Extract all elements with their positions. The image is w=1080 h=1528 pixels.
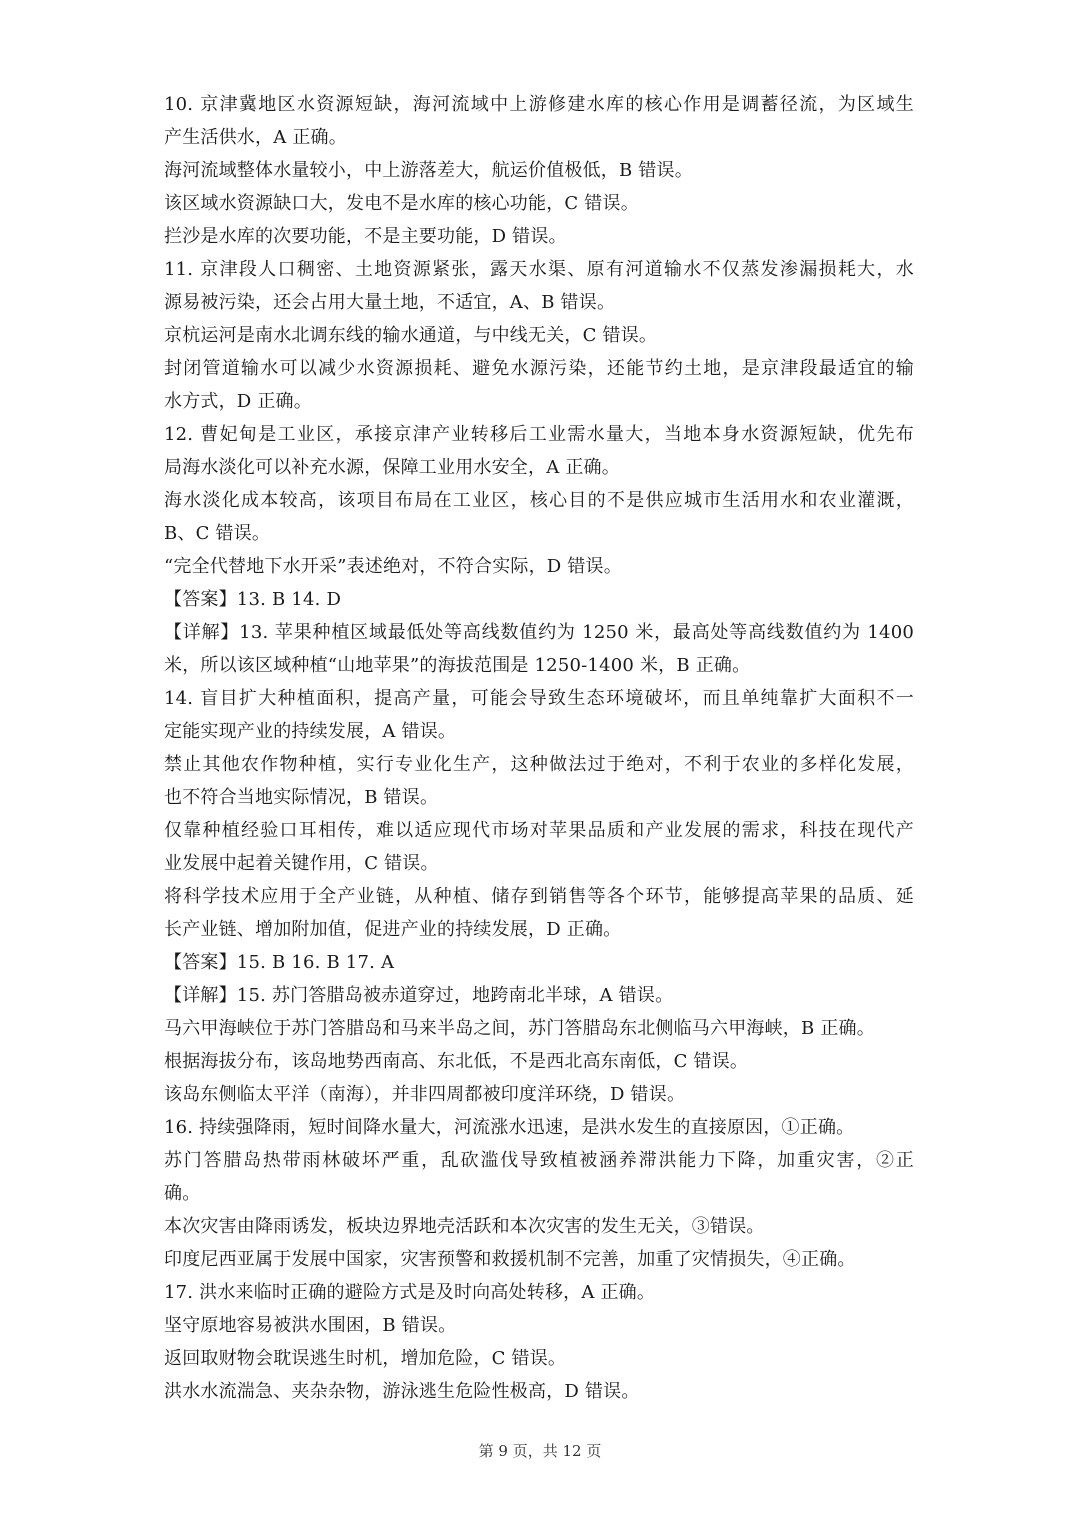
text-line: 确。	[164, 1183, 201, 1204]
text-line: “完全代替地下水开采”表述绝对，不符合实际，D 错误。	[164, 556, 622, 577]
text-line: 印度尼西亚属于发展中国家，灾害预警和救援机制不完善，加重了灾情损失，④正确。	[164, 1249, 856, 1270]
text-line: 17. 洪水来临时正确的避险方式是及时向高处转移，A 正确。	[164, 1282, 656, 1303]
text-line: 11. 京津段人口稠密、土地资源紧张，露天水渠、原有河道输水不仅蒸发渗漏损耗大，水	[164, 259, 914, 280]
page-footer: 第 9 页，共 12 页	[478, 1442, 602, 1460]
text-line: 米，所以该区域种植“山地苹果”的海拔范围是 1250-1400 米，B 正确。	[164, 655, 751, 676]
text-line: 局海水淡化可以补充水源，保障工业用水安全，A 正确。	[164, 457, 620, 478]
text-line: 16. 持续强降雨，短时间降水量大，河流涨水迅速，是洪水发生的直接原因，①正确。	[164, 1117, 855, 1138]
text-line: 12. 曹妃甸是工业区，承接京津产业转移后工业需水量大，当地本身水资源短缺，优先布	[164, 424, 914, 445]
text-line: 【详解】13. 苹果种植区域最低处等高线数值约为 1250 米，最高处等高线数值约为 1400	[164, 622, 914, 643]
text-line: 水方式，D 正确。	[164, 391, 312, 412]
text-line: 坚守原地容易被洪水围困，B 错误。	[164, 1315, 457, 1336]
text-line: 【详解】15. 苏门答腊岛被赤道穿过，地跨南北半球，A 错误。	[164, 985, 674, 1006]
text-line: 业发展中起着关键作用，C 错误。	[164, 853, 439, 874]
text-line: 该岛东侧临太平洋（南海），并非四周都被印度洋环绕，D 错误。	[164, 1084, 686, 1105]
text-line: 拦沙是水库的次要功能，不是主要功能，D 错误。	[164, 226, 567, 247]
text-line: 也不符合当地实际情况，B 错误。	[164, 787, 439, 808]
text-line: 海河流域整体水量较小，中上游落差大，航运价值极低，B 错误。	[164, 160, 693, 181]
text-line: 京杭运河是南水北调东线的输水通道，与中线无关，C 错误。	[164, 325, 658, 346]
text-line: 本次灾害由降雨诱发，板块边界地壳活跃和本次灾害的发生无关，③错误。	[164, 1216, 765, 1237]
text-line: 仅靠种植经验口耳相传，难以适应现代市场对苹果品质和产业发展的需求，科技在现代产	[164, 820, 914, 841]
text-line: 源易被污染，还会占用大量土地，不适宜，A、B 错误。	[164, 292, 616, 313]
text-line: 根据海拔分布，该岛地势西南高、东北低，不是西北高东南低，C 错误。	[164, 1051, 749, 1072]
text-line: 海水淡化成本较高，该项目布局在工业区，核心目的不是供应城市生活用水和农业灌溉，	[164, 490, 914, 511]
text-line: 将科学技术应用于全产业链，从种植、储存到销售等各个环节，能够提高苹果的品质、延	[164, 886, 914, 907]
text-line: 返回取财物会耽误逃生时机，增加危险，C 错误。	[164, 1348, 567, 1369]
text-line: 14. 盲目扩大种植面积，提高产量，可能会导致生态环境破坏，而且单纯靠扩大面积不一	[164, 688, 914, 709]
text-line: 苏门答腊岛热带雨林破坏严重，乱砍滥伐导致植被涵养滞洪能力下降，加重灾害，②正	[164, 1150, 914, 1171]
text-line: B、C 错误。	[164, 523, 271, 544]
text-line: 产生活供水，A 正确。	[164, 127, 347, 148]
text-line: 洪水水流湍急、夹杂杂物，游泳逃生危险性极高，D 错误。	[164, 1381, 640, 1402]
text-line: 10. 京津冀地区水资源短缺，海河流域中上游修建水库的核心作用是调蓄径流，为区域生	[164, 94, 914, 115]
text-line: 马六甲海峡位于苏门答腊岛和马来半岛之间，苏门答腊岛东北侧临马六甲海峡，B 正确。	[164, 1018, 875, 1039]
text-line: 长产业链、增加附加值，促进产业的持续发展，D 正确。	[164, 919, 622, 940]
text-line: 【答案】13. B 14. D	[164, 589, 342, 610]
text-line: 定能实现产业的持续发展，A 错误。	[164, 721, 457, 742]
text-line: 封闭管道输水可以减少水资源损耗、避免水源污染，还能节约土地，是京津段最适宜的输	[164, 358, 914, 379]
text-line: 禁止其他农作物种植，实行专业化生产，这种做法过于绝对，不利于农业的多样化发展，	[164, 754, 914, 775]
text-line: 【答案】15. B 16. B 17. A	[164, 952, 395, 973]
page-content	[164, 88, 914, 1408]
text-line: 该区域水资源缺口大，发电不是水库的核心功能，C 错误。	[164, 193, 639, 214]
